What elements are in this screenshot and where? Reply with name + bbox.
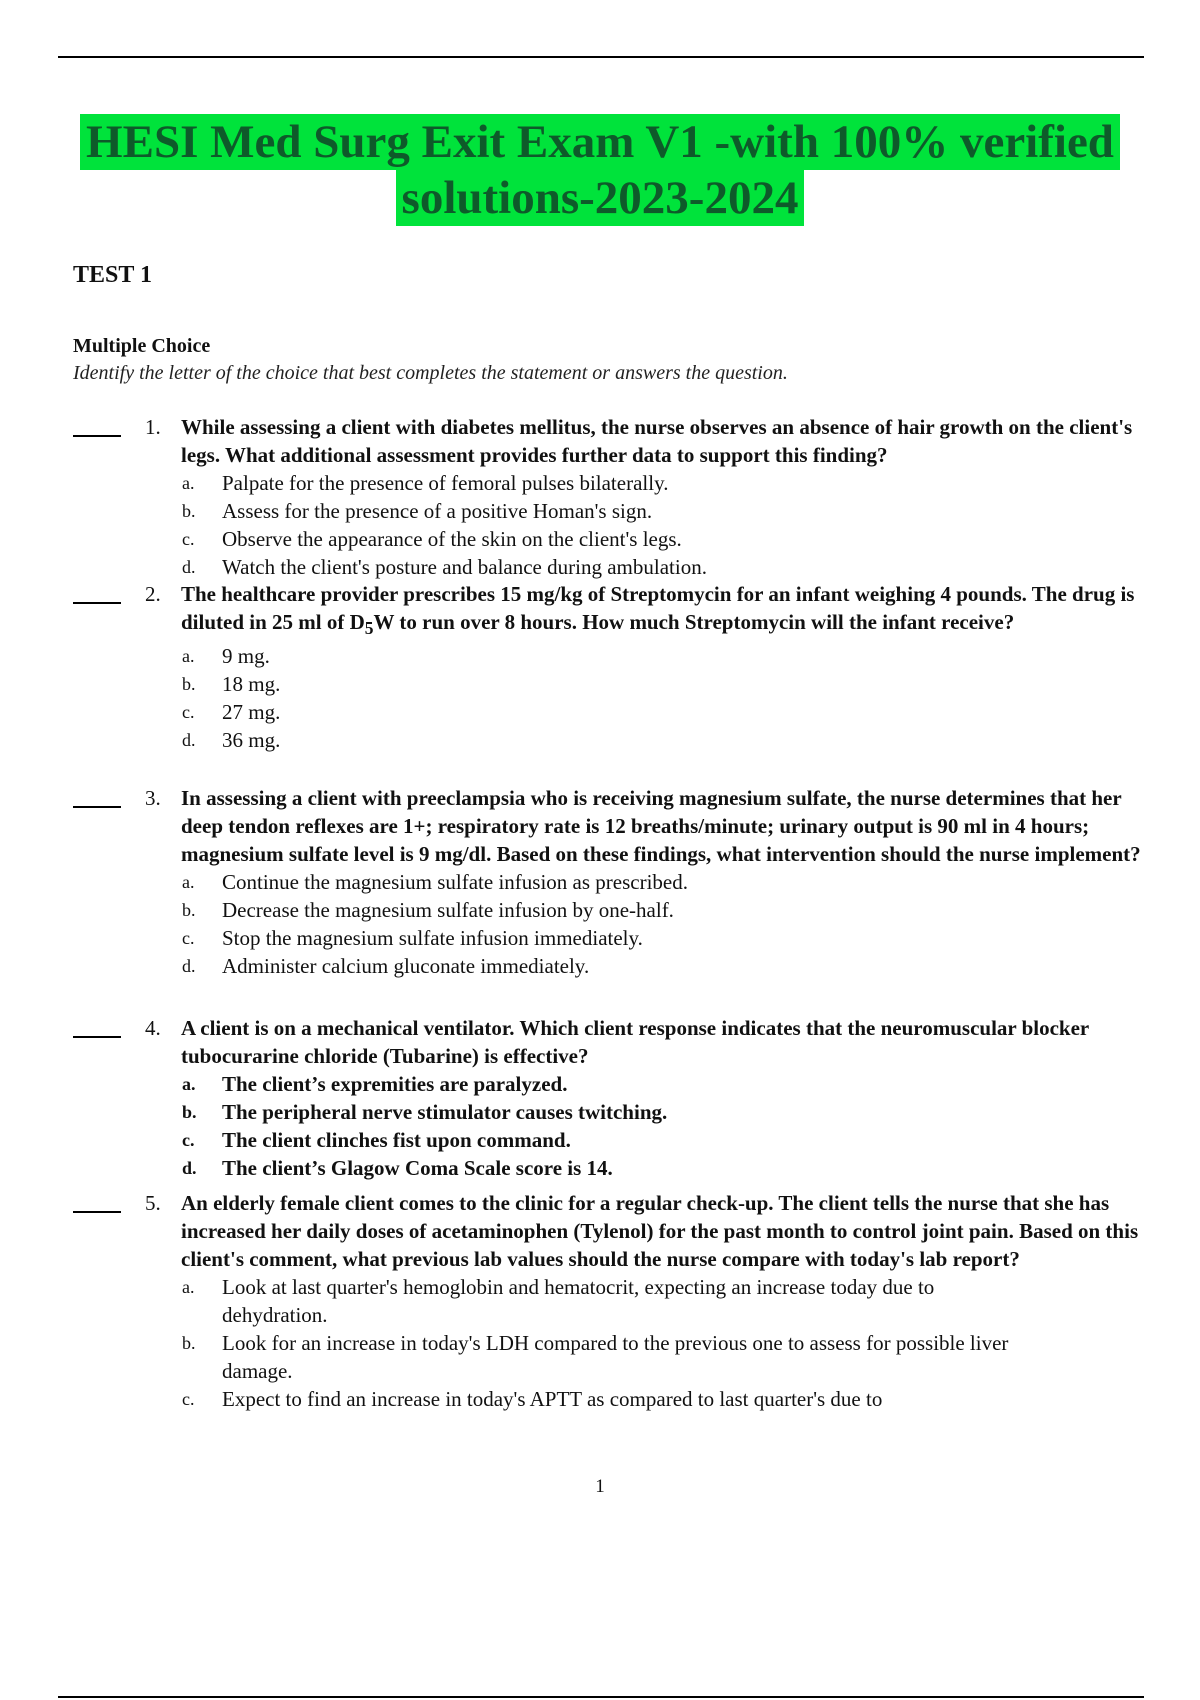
option-text: Look at last quarter's hemoglobin and hematocrit, expecting an increase today due to dehydration. xyxy=(222,1275,935,1327)
question-text: While assessing a client with diabetes mellitus, the nurse observes an absence of hair growth on the client's legs. What additional assessment provides further data to support this finding? xyxy=(181,415,1133,467)
option-a[interactable] xyxy=(182,1273,1022,1329)
option-letter: b. xyxy=(182,674,196,695)
option-b[interactable] xyxy=(182,1329,1022,1385)
option-letter: a. xyxy=(182,1074,196,1094)
option-c[interactable] xyxy=(182,1385,1022,1413)
option-text: Continue the magnesium sulfate infusion as prescribed. xyxy=(222,870,688,894)
option-letter: a. xyxy=(182,1277,195,1297)
option-a[interactable] xyxy=(182,469,1022,497)
question-text: An elderly female client comes to the clinic for a regular check-up. The client tells the nurse that she has increased her daily doses of acetaminophen (Tylenol) for the past month to control joint pain. Based on this client's comment, what previous lab values should the nurse compare with today's lab report? xyxy=(181,1191,1139,1271)
question-3 xyxy=(0,784,1200,1014)
option-list xyxy=(0,469,1200,581)
question-text: A client is on a mechanical ventilator. Which client response indicates that the neuromuscular blocker tubocurarine chloride (Tubarine) is effective? xyxy=(181,1016,1089,1068)
option-a[interactable] xyxy=(182,868,1022,896)
question-number: 1. xyxy=(145,415,161,439)
option-letter: d. xyxy=(182,1158,197,1178)
option-text: The client’s expremities are paralyzed. xyxy=(222,1072,568,1096)
option-text: 18 mg. xyxy=(222,672,281,697)
option-letter: a. xyxy=(182,646,195,667)
top-rule xyxy=(58,56,1144,58)
option-text: Expect to find an increase in today's APTT as compared to last quarter's due to xyxy=(222,1387,883,1411)
title-line-2: solutions-2023-2024 xyxy=(396,170,805,226)
test-heading: TEST 1 xyxy=(73,262,152,288)
option-letter: a. xyxy=(182,473,195,493)
option-b[interactable] xyxy=(182,670,1022,698)
answer-blank[interactable] xyxy=(73,602,121,604)
option-b[interactable] xyxy=(182,1098,1022,1126)
question-4 xyxy=(0,1014,1200,1189)
option-list xyxy=(0,642,1200,754)
option-letter: b. xyxy=(182,501,196,521)
option-text: The client clinches fist upon command. xyxy=(222,1128,571,1152)
option-a[interactable] xyxy=(182,1070,1022,1098)
option-list xyxy=(0,1273,1200,1413)
page-number: 1 xyxy=(595,1476,605,1497)
title-line-1: HESI Med Surg Exit Exam V1 -with 100% verified xyxy=(80,114,1120,170)
question-number: 5. xyxy=(145,1191,161,1215)
option-text: Administer calcium gluconate immediately. xyxy=(222,954,590,978)
question-number: 3. xyxy=(145,786,161,810)
option-text: 36 mg. xyxy=(222,728,281,753)
option-text: Observe the appearance of the skin on the client's legs. xyxy=(222,527,682,551)
option-d[interactable] xyxy=(182,726,1022,754)
question-text: In assessing a client with preeclampsia who is receiving magnesium sulfate, the nurse determines that her deep tendon reflexes are 1+; respiratory rate is 12 breaths/minute; urinary output is 90 ml in 4 hours; magnesium sulfate level is 9 mg/dl. Based on these findings, what intervention should the nurse implement? xyxy=(181,786,1141,866)
option-letter: c. xyxy=(182,1130,195,1150)
option-text: 27 mg. xyxy=(222,700,281,725)
answer-blank[interactable] xyxy=(73,1036,121,1038)
answer-blank[interactable] xyxy=(73,435,121,437)
option-letter: d. xyxy=(182,730,196,751)
option-a[interactable] xyxy=(182,642,1022,670)
option-text: 9 mg. xyxy=(222,644,270,669)
bottom-rule xyxy=(58,1696,1144,1698)
option-text: Assess for the presence of a positive Homan's sign. xyxy=(222,499,653,523)
option-c[interactable] xyxy=(182,525,1022,553)
option-letter: a. xyxy=(182,872,195,892)
option-text: Palpate for the presence of femoral pulses bilaterally. xyxy=(222,471,669,495)
option-d[interactable] xyxy=(182,1154,1022,1182)
option-letter: b. xyxy=(182,1333,196,1353)
option-text: The client’s Glagow Coma Scale score is 14. xyxy=(222,1156,613,1180)
option-list xyxy=(0,1070,1200,1182)
option-letter: b. xyxy=(182,1102,197,1122)
answer-blank[interactable] xyxy=(73,806,121,808)
section-heading: Multiple Choice xyxy=(73,335,211,357)
option-letter: c. xyxy=(182,529,195,549)
question-5 xyxy=(0,1189,1200,1489)
question-text-part-2: W to run over 8 hours. How much Streptomycin will the infant receive? xyxy=(373,610,1015,634)
option-list xyxy=(0,868,1200,980)
option-letter: d. xyxy=(182,956,196,976)
option-text: Decrease the magnesium sulfate infusion by one-half. xyxy=(222,898,674,922)
option-letter: d. xyxy=(182,557,196,577)
option-letter: c. xyxy=(182,702,195,723)
document-title xyxy=(0,114,1200,226)
option-text: The peripheral nerve stimulator causes twitching. xyxy=(222,1100,668,1124)
option-letter: b. xyxy=(182,900,196,920)
option-c[interactable] xyxy=(182,1126,1022,1154)
option-d[interactable] xyxy=(182,952,1022,980)
question-number: 2. xyxy=(145,582,161,606)
option-text: Stop the magnesium sulfate infusion immediately. xyxy=(222,926,643,950)
question-list xyxy=(0,413,1200,1489)
subscript: 5 xyxy=(364,618,374,639)
option-b[interactable] xyxy=(182,896,1022,924)
question-1 xyxy=(0,413,1200,580)
question-2 xyxy=(0,580,1200,784)
question-number: 4. xyxy=(145,1016,161,1040)
option-d[interactable] xyxy=(182,553,1022,581)
option-c[interactable] xyxy=(182,924,1022,952)
option-c[interactable] xyxy=(182,698,1022,726)
question-text xyxy=(181,580,1161,642)
instruction-text: Identify the letter of the choice that best completes the statement or answers the question. xyxy=(73,362,788,384)
option-letter: c. xyxy=(182,1389,195,1409)
option-text: Look for an increase in today's LDH compared to the previous one to assess for possible liver damage. xyxy=(222,1331,1009,1383)
option-letter: c. xyxy=(182,928,195,948)
question-text-part-1: The healthcare provider prescribes 15 mg/kg of Streptomycin for an infant weighing 4 pounds. The drug is diluted in 25 ml of D xyxy=(181,582,1135,634)
option-b[interactable] xyxy=(182,497,1022,525)
option-text: Watch the client's posture and balance during ambulation. xyxy=(222,555,707,579)
answer-blank[interactable] xyxy=(73,1211,121,1213)
